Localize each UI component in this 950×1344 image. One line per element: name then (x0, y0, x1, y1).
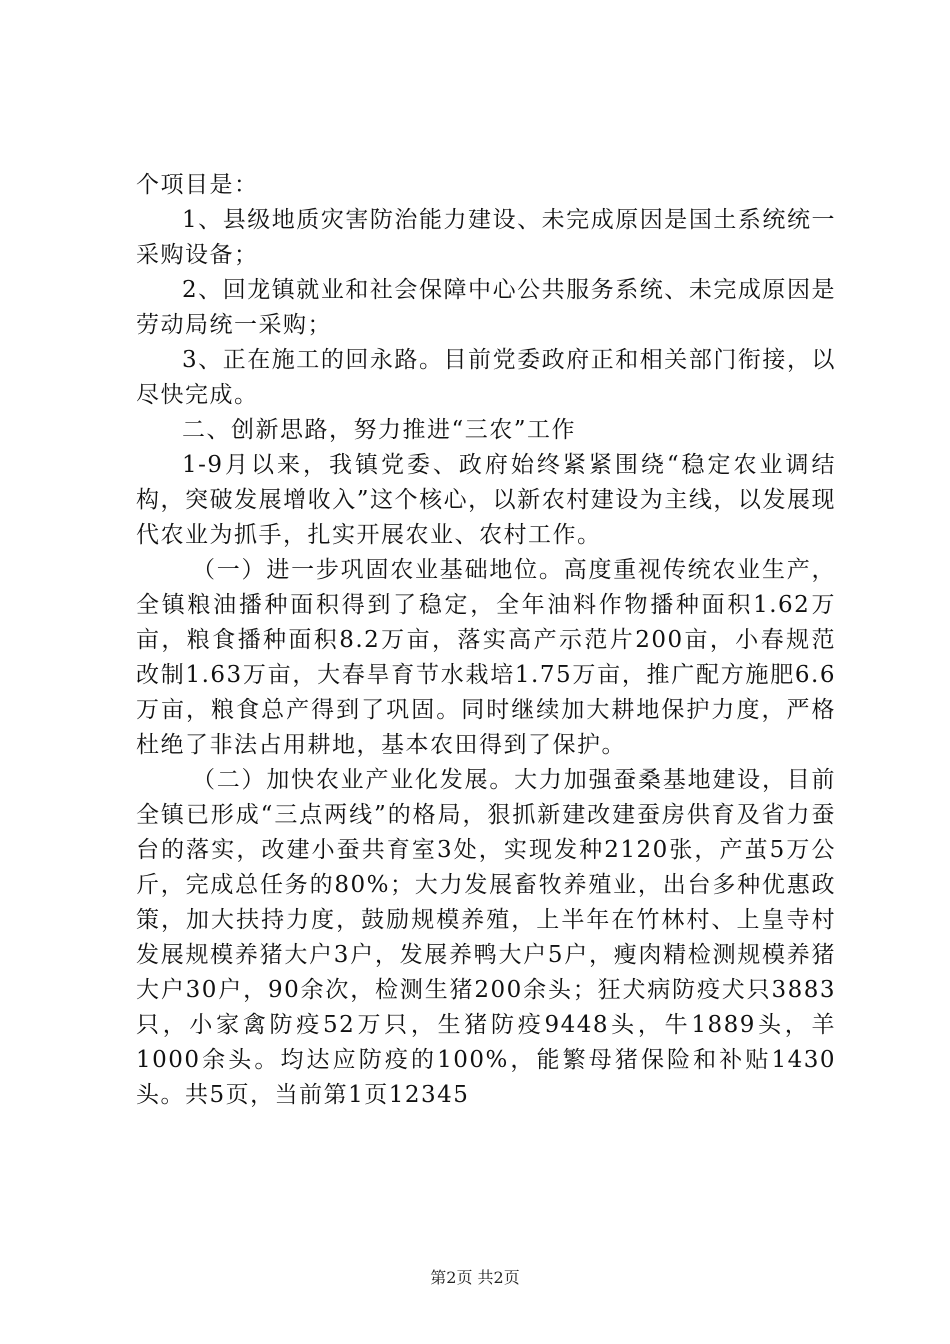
paragraph-intro: 个项目是： (136, 172, 259, 198)
section-heading-two: 二、创新思路，努力推进“三农”工作 (182, 417, 577, 443)
paragraph-subsection-one: （一）进一步巩固农业基础地位。高度重视传统农业生产，全镇粮油播种面积得到了稳定，全年油料作物播种面积1.62万亩，粮食播种面积8.2万亩，落实高产示范片200亩，小春规范改制1.63万亩，大春旱育节水栽培1.75万亩，推广配方施肥6.6万亩，粮食总产得到了巩固。同时继续加大耕地保护力度，严格杜绝了非法占用耕地，基本农田得到了保护。 (136, 557, 836, 758)
document-body (136, 168, 836, 1113)
paragraph-item-2: 2、回龙镇就业和社会保障中心公共服务系统、未完成原因是劳动局统一采购； (136, 277, 836, 338)
paragraph-subsection-two: （二）加快农业产业化发展。大力加强蚕桑基地建设，目前全镇已形成“三点两线”的格局，狠抓新建改建蚕房供育及省力蚕台的落实，改建小蚕共育室3处，实现发种2120张，产茧5万公斤，完成总任务的80%；大力发展畜牧养殖业，出台多种优惠政策，加大扶持力度，鼓励规模养殖，上半年在竹林村、上皇寺村发展规模养猪大户3户，发展养鸭大户5户，瘦肉精检测规模养猪大户30户，90余次，检测生猪200余头；狂犬病防疫犬只3883只，小家禽防疫52万只，生猪防疫9448头，牛1889头，羊1000余头。均达应防疫的100%，能繁母猪保险和补贴1430头。共5页，当前第1页12345 (136, 767, 836, 1108)
paragraph-summary: 1-9月以来，我镇党委、政府始终紧紧围绕“稳定农业调结构，突破发展增收入”这个核心，以新农村建设为主线，以发展现代农业为抓手，扎实开展农业、农村工作。 (136, 452, 836, 548)
paragraph-item-3: 3、正在施工的回永路。目前党委政府正和相关部门衔接，以尽快完成。 (136, 347, 836, 408)
page-footer: 第2页 共2页 (430, 1268, 520, 1287)
paragraph-item-1: 1、县级地质灾害防治能力建设、未完成原因是国土系统统一采购设备； (136, 207, 836, 268)
